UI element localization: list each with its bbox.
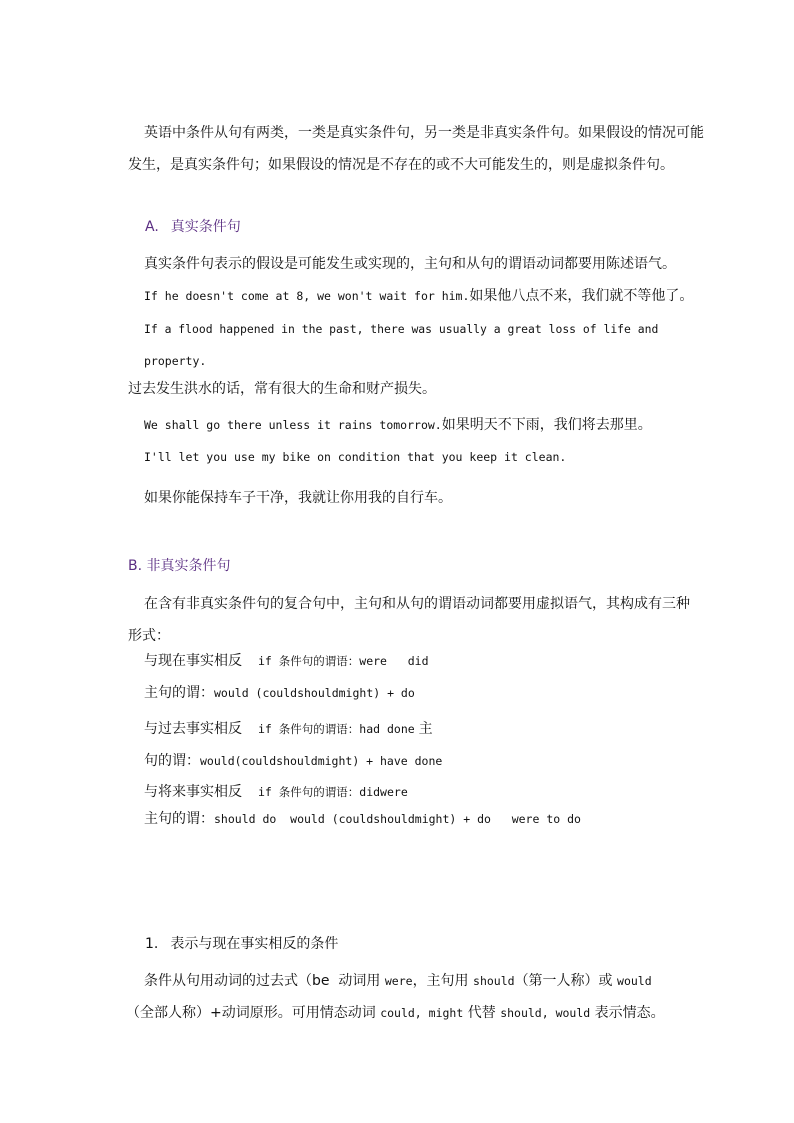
present-label: 与现在事实相反 xyxy=(144,653,242,669)
s1-l1-d: should xyxy=(473,974,515,988)
future-rule xyxy=(144,783,408,801)
future-if-label: if 条件句的谓语： xyxy=(258,785,360,799)
section-a-description: 真实条件句表示的假设是可能发生或实现的，主句和从句的谓语动词都要用陈述语气。 xyxy=(144,256,676,272)
future-main-label: 主句的谓： xyxy=(144,811,214,827)
present-rule xyxy=(144,652,429,670)
present-main-label: 主句的谓： xyxy=(144,685,214,701)
example-4-chinese: 如果你能保持车子干净，我就让你用我的自行车。 xyxy=(144,490,452,506)
example-1-english: If he doesn't come at 8, we won't wait for him. xyxy=(144,289,470,303)
section-b-description-line-1: 在含有非真实条件句的复合句中，主句和从句的谓语动词都要用虚拟语气，其构成有三种 xyxy=(144,596,690,612)
past-main-start: 主 xyxy=(418,721,433,737)
section-1-title: 表示与现在事实相反的条件 xyxy=(170,936,339,952)
s1-l1-b: were xyxy=(384,974,413,988)
future-if-forms: didwere xyxy=(359,785,408,799)
present-if-label: if 条件句的谓语： xyxy=(258,654,360,668)
s1-l2-d: should, would xyxy=(500,1006,591,1020)
example-2-chinese: 过去发生洪水的话，常有很大的生命和财产损失。 xyxy=(128,381,436,397)
section-1-line-2 xyxy=(126,1004,665,1022)
past-if-label: if 条件句的谓语： xyxy=(258,722,360,736)
s1-l2-a: （全部人称）+动词原形。可用情态动词 xyxy=(126,1005,381,1021)
example-2-english-line-2: property. xyxy=(144,354,207,368)
example-3-english: We shall go there unless it rains tomorrow. xyxy=(144,418,442,432)
s1-l2-b: could, might xyxy=(380,1006,464,1020)
s1-l1-c: ，主句用 xyxy=(412,973,474,989)
present-if-forms: were did xyxy=(359,654,429,668)
section-b-heading: B. 非真实条件句 xyxy=(128,558,231,574)
s1-l1-a: 条件从句用动词的过去式（be 动词用 xyxy=(144,973,385,989)
past-if-forms: had done xyxy=(359,722,415,736)
past-main-rule xyxy=(144,752,442,770)
example-3 xyxy=(144,416,652,434)
past-label: 与过去事实相反 xyxy=(144,721,242,737)
intro-line-2: 发生，是真实条件句；如果假设的情况是不存在的或不大可能发生的，则是虚拟条件句。 xyxy=(128,157,674,173)
present-main-rule xyxy=(144,684,415,702)
future-main-rule xyxy=(144,810,581,828)
example-3-chinese: 如果明天不下雨，我们将去那里。 xyxy=(441,417,652,433)
s1-l1-f: would xyxy=(617,974,652,988)
example-4-english: I'll let you use my bike on condition that you keep it clean. xyxy=(144,450,567,464)
section-1-heading xyxy=(145,935,338,953)
section-1-number: 1. xyxy=(145,936,159,952)
section-1-line-1 xyxy=(144,972,652,990)
past-main-forms: would(couldshouldmight) + have done xyxy=(200,754,443,768)
section-a-heading xyxy=(145,218,241,236)
s1-l2-e: 表示情态。 xyxy=(590,1005,665,1021)
future-label: 与将来事实相反 xyxy=(144,784,242,800)
section-b-description-line-2: 形式： xyxy=(128,628,170,644)
example-1-chinese: 如果他八点不来，我们就不等他了。 xyxy=(469,288,694,304)
section-a-title: 真实条件句 xyxy=(170,219,241,235)
past-rule xyxy=(144,720,433,738)
present-main-forms: would (couldshouldmight) + do xyxy=(214,686,415,700)
example-1 xyxy=(144,287,693,305)
intro-line-1: 英语中条件从句有两类，一类是真实条件句，另一类是非真实条件句。如果假设的情况可能 xyxy=(144,125,704,141)
s1-l2-c: 代替 xyxy=(463,1005,501,1021)
section-a-letter: A. xyxy=(145,219,159,235)
example-2-english-line-1: If a flood happened in the past, there was usually a great loss of life and xyxy=(144,322,659,336)
s1-l1-e: （第一人称）或 xyxy=(514,973,618,989)
future-main-forms: should do would (couldshouldmight) + do were to do xyxy=(214,812,581,826)
past-main-label: 句的谓： xyxy=(144,753,200,769)
